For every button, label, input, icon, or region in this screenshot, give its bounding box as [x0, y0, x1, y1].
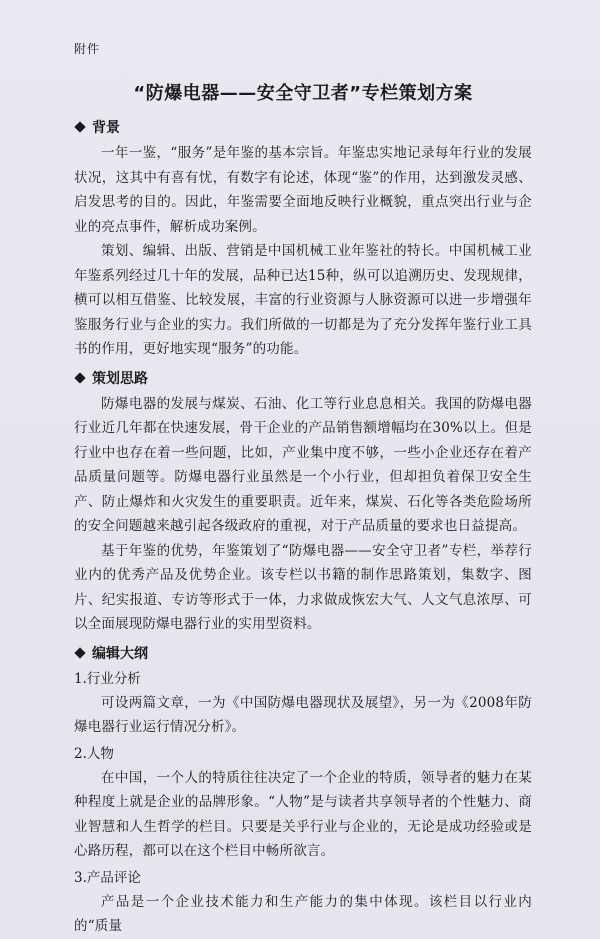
diamond-bullet-icon	[74, 121, 85, 132]
section-heading-background	[74, 117, 532, 137]
paragraph: 一年一鉴，“服务”是年鉴的基本宗旨。年鉴忠实地记录每年行业的发展状况，这其中有喜有忧，有数字有论述，体现“鉴”的作用，达到激发灵感、启发思考的目的。因此，年鉴需要全面地反映行业概貌，重点突出行业与企业的亮点事件，解析成功案例。	[74, 145, 532, 235]
paragraph: 防爆电器的发展与煤炭、石油、化工等行业息息相关。我国的防爆电器行业近几年都在快速发展，骨干企业的产品销售额增幅均在30%以上。但是行业中也存在着一些问题，比如，产业集中度不够，一些小企业还存在着产品质量问题等。防爆电器行业虽然是一个小行业，但却担负着保卫安全生产、防止爆炸和火灾发生的重要职责。近年来，煤炭、石化等各类危险场所的安全问题越来越引起各级政府的重视，对于产品质量的要求也日益提高。	[74, 395, 532, 534]
outline-item-label: 3.产品评论	[74, 869, 141, 886]
heading-text: 编辑大纲	[92, 645, 148, 662]
attachment-label: 附件	[74, 42, 101, 56]
section-heading-outline	[74, 643, 532, 663]
paragraph: 可设两篇文章，一为《中国防爆电器现状及展望》，另一为《2008年防爆电器行业运行情况分析》。	[74, 694, 532, 735]
section-heading-planning	[74, 368, 532, 388]
paragraph: 产品是一个企业技术能力和生产能力的集中体现。该栏目以行业内的“质量	[74, 893, 532, 934]
heading-text: 策划思路	[92, 370, 148, 387]
diamond-bullet-icon	[74, 647, 85, 658]
outline-item-label: 2.人物	[74, 745, 114, 762]
paragraph: 在中国，一个人的特质往往决定了一个企业的特质，领导者的魅力在某种程度上就是企业的品牌形象。“人物”是与读者共享领导者的个性魅力、商业智慧和人生哲学的栏目。只要是关乎行业与企业的，无论是成功经验或是心路历程，都可以在这个栏目中畅所欲言。	[74, 769, 532, 859]
heading-text: 背景	[92, 120, 120, 136]
outline-item-label: 1.行业分析	[74, 670, 141, 687]
paragraph: 策划、编辑、出版、营销是中国机械工业年鉴社的特长。中国机械工业年鉴系列经过几十年的发展，品种已达15种，纵可以追溯历史、发现规律，横可以相互借鉴、比较发展，丰富的行业资源与人脉资源可以进一步增强年鉴服务行业与企业的实力。我们所做的一切都是为了充分发挥年鉴行业工具书的作用，更好地实现“服务”的功能。	[74, 243, 532, 357]
document-title: “防爆电器——安全守卫者”专栏策划方案	[133, 83, 473, 104]
paragraph: 基于年鉴的优势，年鉴策划了“防爆电器——安全守卫者”专栏，举荐行业内的优秀产品及优势企业。该专栏以书籍的制作思路策划，集数字、图片、纪实报道、专访等形式于一体，力求做成恢宏大气、人文气息浓厚、可以全面展现防爆电器行业的实用型资料。	[74, 542, 532, 632]
diamond-bullet-icon	[74, 372, 85, 383]
